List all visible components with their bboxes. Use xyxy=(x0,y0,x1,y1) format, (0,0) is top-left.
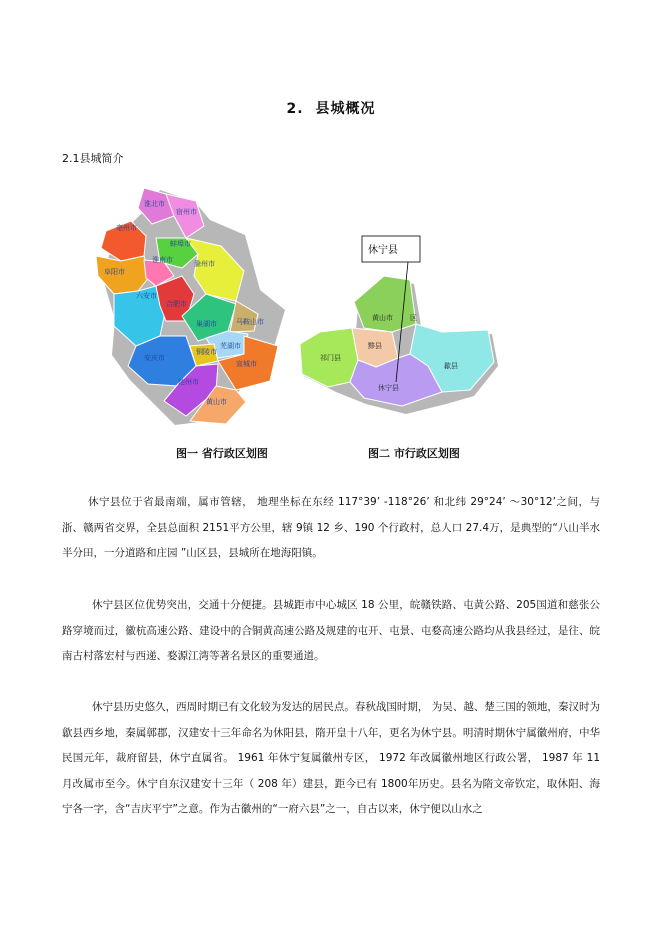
city-map-label: 区 xyxy=(410,314,417,322)
paragraph-transport: 休宁县区位优势突出，交通十分便捷。县城距市中心城区 18 公里，皖赣铁路、屯黄公路、205国道和慈张公路穿境而过，徽杭高速公路、建设中的合铜黄高速公路及规建的屯开、屯景、屯婺高速公路均从我县经过，是往、皖南古村落宏村与西递、婺源江湾等著名景区的重要通道。 xyxy=(62,599,600,662)
section-title: 县城概况 xyxy=(315,101,376,117)
province-map-label: 淮北市 xyxy=(144,200,165,208)
figure1-caption: 图一 省行政区划图 xyxy=(176,447,268,460)
section-heading xyxy=(0,98,662,118)
city-map-figure xyxy=(292,232,502,428)
province-map-label: 六安市 xyxy=(136,292,157,300)
paragraph-location: 休宁县位于省最南端，属市管辖， 地理坐标在东经 117°39’ -118°26’ 和北纬 29°24’ ～30°12’之间，与浙、赣两省交界，全县总面积 2151平方公里，辖 9镇 12 乡、190 个行政村，总人口 27.4万，是典型的“八山半水半分田，一分道路和庄园 ”山区县，县城所在地海阳镇。 xyxy=(62,496,600,559)
province-map-label: 黄山市 xyxy=(206,398,227,406)
city-map-label: 休宁县 xyxy=(378,384,399,392)
province-map-label: 蚌埠市 xyxy=(170,240,191,248)
city-map-label: 黄山市 xyxy=(372,314,393,322)
province-map-label: 芜湖市 xyxy=(220,342,241,350)
province-map-label: 合肥市 xyxy=(166,300,187,308)
section-number: 2. xyxy=(286,101,304,117)
province-map-label: 阜阳市 xyxy=(104,268,125,276)
province-map-label: 池州市 xyxy=(178,378,199,386)
city-map-label: 歙县 xyxy=(444,362,458,370)
figure2-caption: 图二 市行政区划图 xyxy=(368,447,460,460)
province-map-label: 亳州市 xyxy=(116,224,137,232)
subsection-heading: 2.1县城简介 xyxy=(62,152,124,165)
callout-text: 休宁县 xyxy=(368,245,398,256)
city-map-label: 祁门县 xyxy=(320,354,341,362)
province-map-label: 铜陵市 xyxy=(196,348,217,356)
province-map-label: 宣城市 xyxy=(236,360,257,368)
province-map-label: 淮南市 xyxy=(152,256,173,264)
province-map-label: 安庆市 xyxy=(144,354,165,362)
province-map-figure xyxy=(86,176,292,432)
province-map-label: 巢湖市 xyxy=(196,320,217,328)
province-map-label: 宿州市 xyxy=(176,208,197,216)
city-map-label: 黟县 xyxy=(368,342,382,350)
region-huangshan-district xyxy=(354,276,416,332)
province-map-label: 马鞍山市 xyxy=(236,318,264,326)
paragraph-history: 休宁县历史悠久，西周时期已有文化较为发达的居民点。春秋战国时期， 为吴、越、楚三国的领地，秦汉时为歙县西乡地，秦属鄣郡，汉建安十三年命名为休阳县，隋开皇十八年，更名为休宁县。明清时期休宁属徽州府，中华民国元年，裁府留县，休宁直属省。 1961 年休宁复属徽州专区， 1972 年改属徽州地区行政公署， 1987 年 11 月改属市至今。休宁自东汉建安十三年（ 208 年）建县，距今已有 1800年历史。县名为隋文帝钦定，取休阳、海宁各一字，含“吉庆平宁”之意。作为古徽州的“一府六县”之一，自古以来，休宁便以山水之 xyxy=(62,701,600,815)
province-map-label: 滁州市 xyxy=(194,260,215,268)
